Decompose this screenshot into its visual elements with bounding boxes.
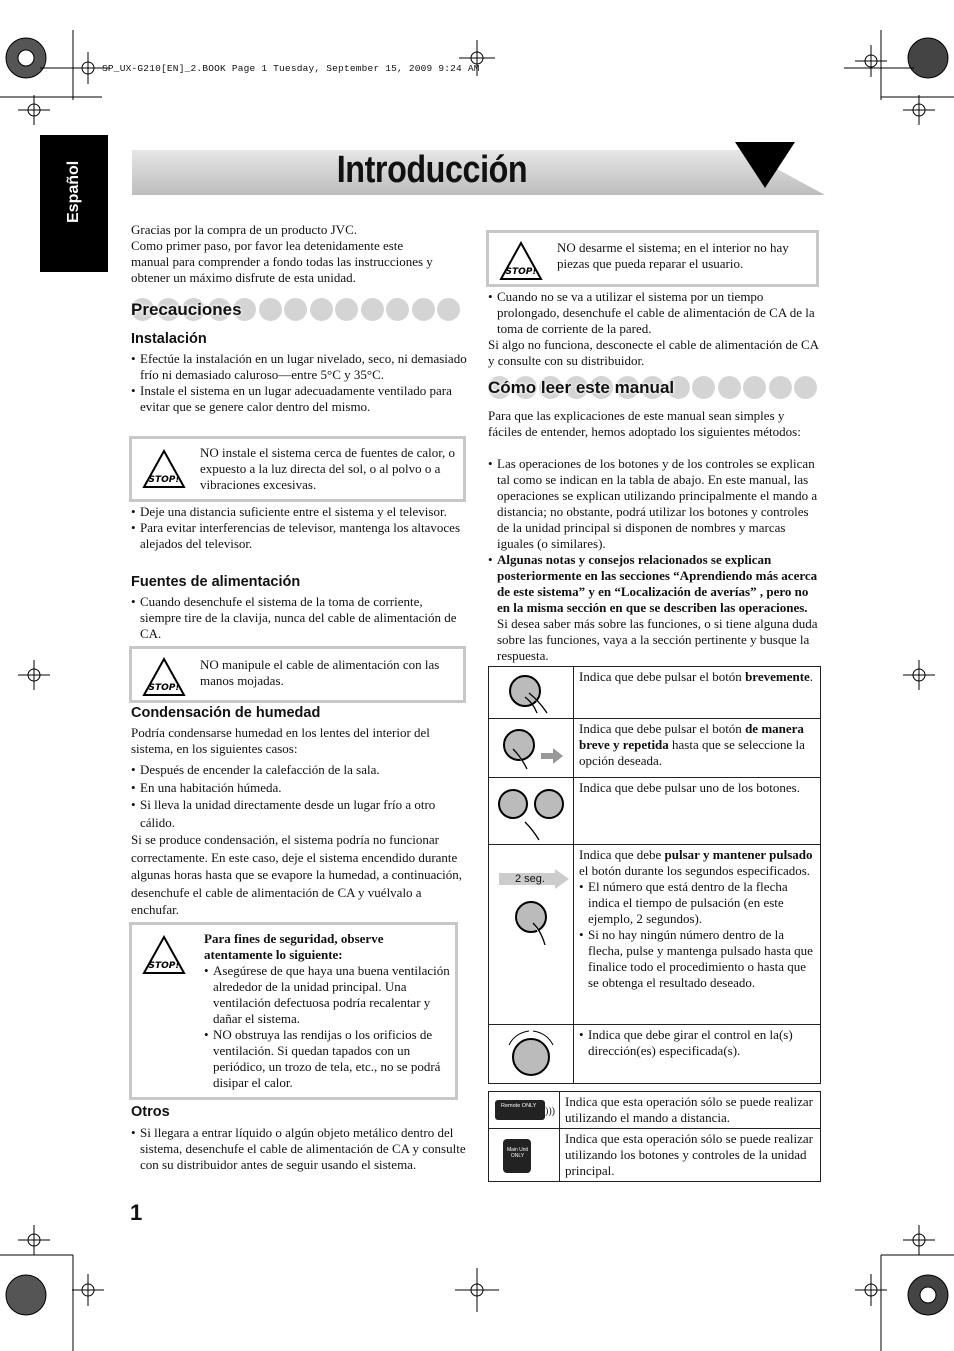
list-item: • Instale el sistema en un lugar adecuadamente ventilado para evitar que se genere calor dentro del mismo. [131, 383, 467, 415]
subheading-instalacion: Instalación [131, 331, 207, 347]
intro-line: manual para comprender a fondo todas las instrucciones y [131, 254, 433, 269]
main-unit-only-icon: Main Unit ONLY [503, 1139, 531, 1173]
list-item: • Deje una distancia suficiente entre el sistema y el televisor. [131, 504, 467, 520]
icon-cell [489, 1025, 574, 1084]
desc-cell: Indica que debe pulsar uno de los botones. [574, 778, 821, 845]
desc-cell: Indica que esta operación sólo se puede realizar utilizando el mando a distancia. [560, 1092, 821, 1129]
table-row [489, 719, 821, 778]
intro-text [131, 222, 471, 286]
button-legend-table [488, 666, 821, 1084]
list-item: • Efectúe la instalación en un lugar nivelado, seco, ni demasiado frío ni demasiado caluroso—entre 5°C y 35°C. [131, 351, 467, 383]
warning-text: NO desarme el sistema; en el interior no hay piezas que pueda reparar el usuario. [557, 240, 789, 271]
list-item: • Para evitar interferencias de televisor, mantenga los altavoces alejados del televisor. [131, 520, 467, 552]
table-row [489, 845, 821, 1025]
bold-text: pulsar y mantener pulsado [664, 847, 813, 862]
intro-line: Como primer paso, por favor lea detenidamente este [131, 238, 404, 253]
rotate-knob-icon [499, 1027, 563, 1081]
svg-text:STOP!: STOP! [148, 961, 180, 971]
list-item: • En una habitación húmeda. [131, 779, 467, 797]
section-title: Cómo leer este manual [488, 378, 675, 397]
warning-text: NO instale el sistema cerca de fuentes de calor, o expuesto a la luz directa del sol, o al polvo o a vibraciones excesivas. [200, 445, 456, 492]
list-item: • Cuando desenchufe el sistema de la toma de corriente, siempre tire de la clavija, nunca del cable de alimentación de CA. [131, 594, 467, 642]
hold-seconds-label: 2 seg. [515, 873, 545, 885]
text: Indica que debe pulsar el botón [579, 669, 746, 684]
list-item: • NO obstruya las rendijas o los orificios de ventilación. Si quedan tapados con un periódico, un trozo de tela, etc., no se podrá disipar el calor. [204, 1027, 452, 1091]
list-item: • Las operaciones de los botones y de los controles se explican tal como se indican en la tabla de abajo. En este manual, las operaciones se explican utilizando principalmente el mando a distancia; no obstante, podrá utilizar los botones y controles de la unidad principal si disponen de nombres y marcas iguales (o similares). [488, 456, 821, 552]
remote-only-icon: Remote ONLY [495, 1100, 545, 1120]
bold-text: de manera breve y repetida [579, 721, 804, 752]
desc-cell [574, 845, 821, 1025]
warning-box-cable [129, 646, 466, 703]
desc-cell [574, 719, 821, 778]
text: . [809, 669, 814, 684]
warning-box-heat [129, 436, 466, 502]
instalacion-list [131, 351, 467, 415]
como-list [488, 456, 821, 664]
press-repeat-icon [497, 723, 567, 773]
page-number: 1 [130, 1200, 143, 1225]
text: Si desea saber más sobre las funciones, o si tiene alguna duda sobre las funciones, vaya a la sección pertinente y busque la respuesta. [497, 616, 818, 663]
list-item: • Si llegara a entrar líquido o algún objeto metálico dentro del sistema, desenchufe el cable de alimentación de CA y consulte con su distribuidor antes de seguir usando el sistema. [131, 1125, 467, 1173]
svg-text:STOP!: STOP! [148, 475, 180, 485]
instalacion-list-2 [131, 504, 467, 552]
icon-cell [489, 1129, 560, 1182]
unit-legend-table [488, 1091, 821, 1182]
text: el botón durante los segundos especificados. [579, 863, 811, 878]
otros-list [131, 1125, 467, 1173]
list-item: • Indica que debe girar el control en la(s) dirección(es) especificada(s). [579, 1027, 815, 1059]
section-heading-como-leer [488, 376, 823, 400]
stop-warning-icon [499, 241, 543, 281]
bold-text: brevemente [745, 669, 810, 684]
list-item: • Cuando no se va a utilizar el sistema por un tiempo prolongado, desenchufe el cable de alimentación de CA de la toma de corriente de la pared. [488, 289, 821, 337]
text: hasta que se seleccione la opción deseada. [579, 737, 805, 768]
section-title: Precauciones [131, 300, 242, 319]
icon-cell [489, 1092, 560, 1129]
desc-cell [574, 1025, 821, 1084]
right-after: Si algo no funciona, desconecte el cable de alimentación de CA y consulte con su distribuidor. [488, 337, 819, 368]
list-item [488, 552, 821, 664]
subheading-fuentes: Fuentes de alimentación [131, 574, 301, 590]
page-title: Introducción [336, 149, 528, 191]
table-row [489, 778, 821, 845]
stop-warning-icon [142, 657, 186, 697]
condensacion-intro: Podría condensarse humedad en los lentes del interior del sistema, en los siguientes casos: [131, 725, 430, 756]
safety-box-list [204, 963, 452, 1091]
text: Indica que debe [579, 847, 665, 862]
warning-box-disassemble [486, 230, 819, 287]
subheading-otros: Otros [131, 1104, 170, 1120]
list-item: • Asegúrese de que haya una buena ventilación alrededor de la unidad principal. Una ventilación defectuosa podría recalentar y dañar el sistema. [204, 963, 452, 1027]
press-one-of-buttons-icon [495, 782, 567, 842]
right-list [488, 289, 821, 337]
list-item: • El número que está dentro de la flecha indica el tiempo de pulsación (en este ejemplo, 2 segundos). [579, 879, 815, 927]
list-item: • Si no hay ningún número dentro de la flecha, pulse y mantenga pulsado hasta que finalice todo el procedimiento o hasta que se obtenga el resultado deseado. [579, 927, 815, 991]
desc-cell: Indica que esta operación sólo se puede realizar utilizando los botones y controles de la unidad principal. [560, 1129, 821, 1182]
subheading-condensacion: Condensación de humedad [131, 705, 321, 721]
svg-text:STOP!: STOP! [505, 267, 537, 277]
como-intro: Para que las explicaciones de este manual sean simples y fáciles de entender, hemos adoptado los siguientes métodos: [488, 408, 801, 439]
stop-warning-icon [142, 935, 186, 975]
section-heading-precauciones [131, 298, 467, 322]
svg-text:STOP!: STOP! [148, 683, 180, 693]
safety-box-title: Para fines de seguridad, observe atentamente lo siguiente: [204, 931, 384, 962]
language-tab-label: Español [65, 160, 82, 223]
language-tab [40, 135, 108, 272]
table-row [489, 1025, 821, 1084]
intro-line: Gracias por la compra de un producto JVC. [131, 222, 357, 237]
title-triangle-icon [735, 142, 795, 188]
list-item: • Después de encender la calefacción de la sala. [131, 761, 467, 779]
signal-icon: ))) [545, 1106, 555, 1117]
table-row [489, 1129, 821, 1182]
hold-notes-list [579, 879, 815, 991]
condensacion-after: Si se produce condensación, el sistema podría no funcionar correctamente. En este caso, deje el sistema encendido durante algunas horas hasta que se evapore la humedad, a continuación, desenchufe el cable de alimentación de CA y vuélvalo a enchufar. [131, 832, 463, 918]
icon-cell [489, 719, 574, 778]
condensacion-list [131, 761, 467, 831]
press-hold-button-icon [511, 897, 571, 951]
table-row [489, 667, 821, 719]
list-item: • Si lleva la unidad directamente desde un lugar frío a otro cálido. [131, 796, 467, 831]
warning-text: NO manipule el cable de alimentación con las manos mojadas. [200, 657, 440, 688]
intro-line: obtener un máximo disfrute de esta unidad. [131, 270, 356, 285]
bold-text: Algunas notas y consejos relacionados se explican posteriormente en las secciones “Aprendiendo más acerca de este sistema” y en “Localización de averías” , pero no en la misma sección en que se describen las operaciones. [497, 552, 818, 615]
text: Indica que debe pulsar el botón [579, 721, 746, 736]
desc-cell [574, 667, 821, 719]
icon-cell [489, 778, 574, 845]
file-header-line: SP_UX-G210[EN]_2.BOOK Page 1 Tuesday, September 15, 2009 9:24 AM [102, 63, 480, 74]
safety-box [129, 922, 458, 1100]
table-row [489, 1092, 821, 1129]
icon-cell [489, 845, 574, 1025]
fuentes-list [131, 594, 467, 642]
stop-warning-icon [142, 449, 186, 489]
press-button-icon [503, 671, 563, 717]
icon-cell [489, 667, 574, 719]
